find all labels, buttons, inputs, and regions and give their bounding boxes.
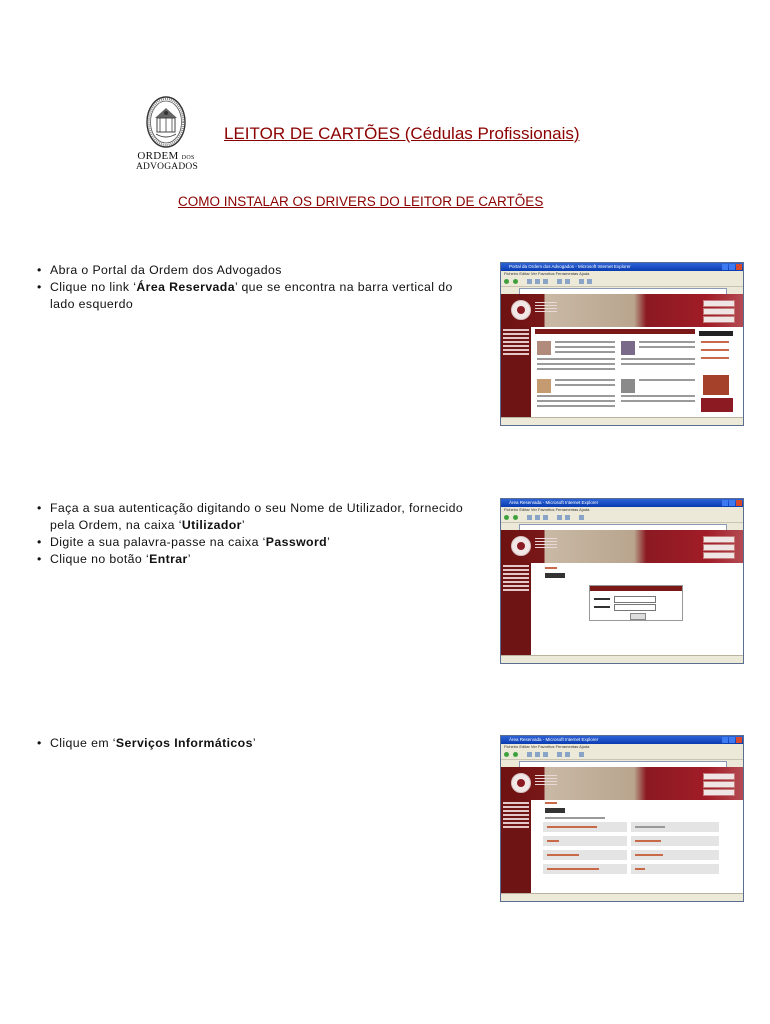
minimize-icon xyxy=(722,737,728,743)
login-panel xyxy=(589,585,683,621)
logo-line2: ADVOGADOS xyxy=(136,162,198,172)
maximize-icon xyxy=(729,500,735,506)
site-sidebar xyxy=(501,563,531,655)
site-emblem-icon xyxy=(511,536,531,556)
instruction-emphasis: Password xyxy=(265,535,328,549)
menu-bar: Ficheiro Editar Ver Favoritos Ferramentas Ajuda xyxy=(501,744,743,750)
browser-toolbar xyxy=(501,277,743,287)
instruction-emphasis: Entrar xyxy=(149,552,188,566)
instruction-text: ’ xyxy=(241,518,246,532)
site-banner xyxy=(501,294,743,327)
site-emblem-icon xyxy=(511,300,531,320)
menu-bar: Ficheiro Editar Ver Favoritos Ferramentas Ajuda xyxy=(501,507,743,513)
minimize-icon xyxy=(722,264,728,270)
document-subtitle: COMO INSTALAR OS DRIVERS DO LEITOR DE CARTÕES xyxy=(178,194,544,209)
close-icon xyxy=(736,264,742,270)
site-banner xyxy=(501,767,743,800)
screenshot-servicos xyxy=(500,735,744,902)
browser-toolbar xyxy=(501,513,743,523)
site-banner xyxy=(501,530,743,563)
screenshot-portal-home xyxy=(500,262,744,426)
instruction-item xyxy=(36,735,456,752)
screenshot-login xyxy=(500,498,744,664)
logo-line1: ORDEM DOS xyxy=(137,150,195,162)
site-sidebar xyxy=(501,800,531,893)
window-titlebar: Portal da Ordem dos Advogados - Microsoft Internet Explorer xyxy=(501,263,743,271)
menu-bar: Ficheiro Editar Ver Favoritos Ferramentas Ajuda xyxy=(501,271,743,277)
window-titlebar: Área Reservada - Microsoft Internet Explorer xyxy=(501,736,743,744)
window-titlebar: Área Reservada - Microsoft Internet Explorer xyxy=(501,499,743,507)
instruction-item xyxy=(36,534,476,551)
maximize-icon xyxy=(729,264,735,270)
instruction-emphasis: Serviços Informáticos xyxy=(115,736,253,750)
seal-emblem-icon xyxy=(146,96,186,148)
password-field xyxy=(614,604,656,611)
maximize-icon xyxy=(729,737,735,743)
browser-toolbar xyxy=(501,750,743,760)
site-emblem-icon xyxy=(511,773,531,793)
instruction-emphasis: Área Reservada xyxy=(136,280,235,294)
instruction-text: Faça a sua autenticação digitando o seu Nome de Utilizador, fornecido pela Ordem, na caixa ‘ xyxy=(50,501,464,532)
ordem-advogados-logo xyxy=(136,96,196,174)
instruction-item xyxy=(36,551,476,568)
document-title: LEITOR DE CARTÕES (Cédulas Profissionais) xyxy=(224,124,580,143)
instruction-item xyxy=(36,500,476,534)
step-list-login xyxy=(36,500,476,568)
step-list-portal xyxy=(36,262,456,313)
close-icon xyxy=(736,737,742,743)
instruction-emphasis: Utilizador xyxy=(181,518,242,532)
close-icon xyxy=(736,500,742,506)
step-list-servicos xyxy=(36,735,456,752)
entrar-button xyxy=(630,613,646,620)
username-field xyxy=(614,596,656,603)
instruction-text: ’ que se encontra na barra vertical do lado esquerdo xyxy=(50,280,453,311)
minimize-icon xyxy=(722,500,728,506)
instruction-item xyxy=(36,262,456,279)
instruction-item xyxy=(36,279,456,313)
instruction-text: Digite a sua palavra-passe na caixa ‘ xyxy=(50,535,266,549)
instruction-text: Abra o Portal da Ordem dos Advogados xyxy=(50,263,282,277)
instruction-text: Clique no link ‘ xyxy=(50,280,137,294)
instruction-text: Clique em ‘ xyxy=(50,736,116,750)
site-sidebar xyxy=(501,327,531,417)
instruction-text: ’ xyxy=(187,552,191,566)
instruction-text: Clique no botão ‘ xyxy=(50,552,150,566)
instruction-text: ’ xyxy=(252,736,256,750)
instruction-text: ’ xyxy=(327,535,331,549)
